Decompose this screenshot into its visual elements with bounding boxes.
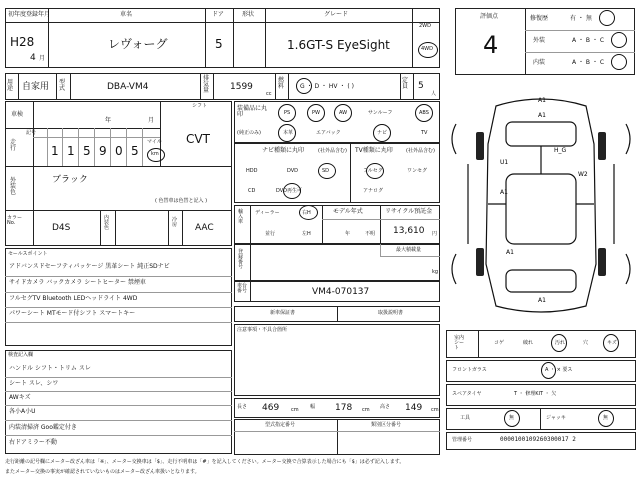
footer-line-1: 走行距離の記号欄にメーター改ざん車は「※」、メーター交換車は「$」、走行不明車は「#」を記入してください。メーター交換で合算表示した場合にも「$」は必ず記入します。 <box>5 459 405 465</box>
exterior-options: A ・ B ・ C <box>572 37 605 44</box>
inspector-line-2: シート スレ、シワ <box>9 380 59 387</box>
equip-pw-circle <box>307 104 325 122</box>
inspection-month-unit: 月 <box>148 117 155 124</box>
equip-navi: ナビ <box>377 130 388 136</box>
length-unit: cm <box>291 407 299 413</box>
cool-label: 冷房 <box>172 217 178 228</box>
max-load-label: 最大積載量 <box>396 247 422 253</box>
sales-line-1: アドバンスドセーフティパッケージ 黒革シート 純正SDナビ <box>9 263 170 270</box>
aircon-value: AAC <box>195 223 214 233</box>
color-no-label: カラーNo. <box>7 215 23 226</box>
sheet-scratch: キズ <box>607 340 617 346</box>
mileage-unit-mile: マイル <box>147 139 162 145</box>
tv-fullseg: フルセグ <box>363 168 383 174</box>
exterior-color-label: 外装色 <box>10 177 17 196</box>
interior-options: A ・ B ・ C <box>572 59 605 66</box>
repair-options: 有 ・ 無 <box>570 15 592 22</box>
usage-value: 自家用 <box>22 82 50 92</box>
model-name-label: 車名 <box>120 11 133 18</box>
navi-dvd-play: DVD再生可 <box>276 188 303 194</box>
sheet-tear: 破れ <box>523 340 534 346</box>
navi-dvd-play-circle <box>283 183 301 199</box>
sales-line-4: パワーシート MTモード付シフト スマートキー <box>9 310 136 317</box>
mgmt-label: 管理番号 <box>452 437 473 443</box>
mileage-sub-label: 記号 <box>26 130 37 136</box>
recycle-yen: 円 <box>432 231 438 237</box>
displacement-value: 1599 <box>230 82 253 92</box>
repair-label: 修復歴 <box>530 15 549 22</box>
interior-label: 内装 <box>533 59 546 66</box>
equip-ps: PS <box>284 110 291 116</box>
model-year-label: モデル年式 <box>333 208 363 215</box>
interior-c-circle <box>611 54 627 70</box>
navi-dvd: DVD <box>287 168 299 174</box>
body-label: 形状 <box>242 11 255 18</box>
length-label: 長さ <box>237 404 248 410</box>
inspector-line-6: 右ドアミラー不動 <box>9 439 57 446</box>
fuel-label: 燃料 <box>278 77 285 90</box>
shift-label: シフト <box>192 103 208 109</box>
capacity-value: 5 <box>418 81 424 91</box>
first-reg-month: 4 <box>30 53 36 63</box>
tools-label: 工具 <box>460 415 471 421</box>
jack-label: ジャッキ <box>546 415 566 421</box>
repair-none-circle <box>599 10 615 26</box>
inspection-label: 車検 <box>11 111 24 118</box>
height-unit: cm <box>431 407 439 413</box>
steer-left: 左H <box>302 231 311 237</box>
equip-airbag: エアバック <box>316 130 341 136</box>
inspection-year-unit: 年 <box>105 117 112 124</box>
capacity-unit: 人 <box>431 91 437 97</box>
sheet-stain-circle <box>551 334 567 352</box>
car-damage-diagram <box>446 84 636 324</box>
import-dealer: ディーラー <box>255 210 280 216</box>
equip-navi-circle <box>373 124 391 142</box>
equip-sunroof: サンルーフ <box>368 110 393 116</box>
jack-value: 無 <box>603 415 609 421</box>
jack-none-circle <box>598 410 614 427</box>
equip-ps-circle <box>278 104 296 122</box>
manual-label: 取扱説明書 <box>378 310 404 316</box>
sales-line-2: サイドカメラ バックカメラ シートヒーター 禁煙車 <box>9 279 146 286</box>
mgmt-no: 0000100109260300017 2 <box>500 436 576 443</box>
chassis-label: 車台番号 <box>237 283 248 294</box>
exterior-label: 外装 <box>533 37 546 44</box>
equip-pw: PW <box>312 110 320 116</box>
mileage-digit-1: 1 <box>51 144 59 158</box>
grade-value: 1.6GT-S EyeSight <box>287 38 390 52</box>
sheet-hole: 穴 <box>583 340 589 346</box>
sheet-scratch-circle <box>603 334 619 352</box>
type-value: DBA-VM4 <box>107 82 149 92</box>
color-no-value: D4S <box>52 223 71 233</box>
doors-value: 5 <box>215 37 223 51</box>
equip-leather-circle <box>278 124 296 142</box>
tv-analog: アナログ <box>363 188 384 194</box>
mileage-label: 走行 <box>10 139 17 152</box>
code-a1-rear: A1 <box>506 249 514 256</box>
navi-cd: CD <box>248 188 256 194</box>
import-label: 輸入車 <box>238 209 244 225</box>
model-name: レヴォーグ <box>108 37 168 51</box>
tv-sub: (社外品含む) <box>406 148 435 154</box>
equip-leather: 本革 <box>283 130 294 136</box>
cc-unit: cc <box>266 91 272 97</box>
code-hg: H_G <box>554 147 567 154</box>
front-glass-label: フロントガラス <box>452 367 487 373</box>
score-value: 4 <box>483 31 499 59</box>
spare-tire-label: スペアタイヤ <box>452 391 482 397</box>
steer-right: 右H <box>302 210 311 216</box>
shift-value: CVT <box>186 132 210 146</box>
inspector-title: 検査記入欄 <box>8 352 34 358</box>
category-label: 類別区分番号 <box>371 422 402 428</box>
model-year-unit: 年 <box>345 231 351 237</box>
chassis-no: VM4-070137 <box>312 287 370 297</box>
spare-tire-options: T ・ 修理KIT ・ 欠 <box>514 391 557 397</box>
height-label: 高さ <box>380 404 391 410</box>
tv-fullseg-circle <box>366 163 384 179</box>
navi-sd: SD <box>322 168 330 174</box>
equip-tv: TV <box>421 130 428 136</box>
inspector-line-3: AWキズ <box>9 394 31 401</box>
equip-abs: ABS <box>419 110 429 116</box>
interior-sheet-label: 室内シート <box>454 335 465 351</box>
inspector-line-5: 内装清掃済 Goo鑑定付き <box>9 424 77 431</box>
first-reg-month-unit: 月 <box>39 55 46 62</box>
type-label: 型式 <box>59 79 66 92</box>
code-u1: U1 <box>500 159 509 166</box>
mileage-digit-6: 5 <box>131 144 139 158</box>
max-load-unit: kg <box>432 269 439 275</box>
code-a1-hood: A1 <box>538 112 546 119</box>
mileage-digit-2: 1 <box>67 144 75 158</box>
code-a1-door: A1 <box>500 189 508 196</box>
usage-label: 用途 <box>7 79 14 92</box>
fuel-options: G ・ D ・ HV ・ ( ) <box>300 83 354 90</box>
header-divider <box>5 22 440 23</box>
drive-4wd: 4WD <box>421 46 433 52</box>
equipment-subtitle: (純正のみ) <box>237 130 261 136</box>
exterior-c-circle <box>611 32 627 48</box>
length-value: 469 <box>262 403 280 413</box>
front-glass-options: A ・ × 要ス <box>545 367 573 373</box>
capacity-label: 定員 <box>402 77 409 90</box>
sheet-stain: 汚れ <box>555 340 566 346</box>
front-glass-a-circle <box>541 362 556 379</box>
code-w2: W2 <box>578 171 588 178</box>
tools-none-circle <box>504 410 520 427</box>
first-reg-year: H28 <box>10 35 35 49</box>
footer-line-2: またメーター交換の事実が確認されていないものはメーター改ざん車扱いとなります。 <box>5 469 200 475</box>
sales-line-3: フルセグTV Bluetooth LEDヘッドライト 4WD <box>9 295 138 302</box>
mileage-unit-km: km <box>151 151 159 157</box>
inspector-line-4: 各小A小U <box>9 408 36 415</box>
inspector-line-1: ハンドル シフト・トリム スレ <box>9 365 91 372</box>
navi-title: ナビ種類に丸印 <box>262 147 305 154</box>
mileage-digit-3: 5 <box>83 144 91 158</box>
width-label: 幅 <box>310 404 316 410</box>
equip-aw-circle <box>334 104 352 122</box>
mileage-digit-4: 9 <box>99 144 107 158</box>
sales-points-title: セールスポイント <box>8 251 48 257</box>
import-parallel: 並行 <box>265 231 276 237</box>
navi-sub: (社外品含む) <box>318 148 347 154</box>
steer-right-circle <box>299 205 318 220</box>
code-a1-front: A1 <box>538 97 546 104</box>
doors-label: ドア <box>212 11 224 18</box>
score-label: 評価点 <box>480 13 499 20</box>
drive-2wd: 2WD <box>419 23 431 29</box>
caution-label: 注意事項・不具合箇所 <box>237 327 288 333</box>
tv-oneseg: ワンセグ <box>407 168 428 174</box>
mileage-digit-5: 0 <box>115 144 123 158</box>
tools-value: 無 <box>509 415 515 421</box>
recycle-amount: 13,610 <box>393 226 425 236</box>
width-unit: cm <box>362 407 370 413</box>
grade-label: グレード <box>324 11 349 18</box>
height-value: 149 <box>405 403 423 413</box>
exterior-color-value: ブラック <box>52 175 88 185</box>
caution-box <box>234 324 440 396</box>
equip-abs-circle <box>415 104 433 122</box>
navi-hdd: HDD <box>246 168 258 174</box>
interior-color-label: 内装色 <box>104 215 110 231</box>
code-a1-trunk: A1 <box>538 297 546 304</box>
type-cert-label: 型式指定番号 <box>265 422 296 428</box>
navi-sd-circle <box>318 163 336 179</box>
width-value: 178 <box>335 403 353 413</box>
sheet-burn: コゲ <box>494 340 505 346</box>
equipment-title: 装備品に丸印 <box>237 105 268 118</box>
equip-aw: AW <box>339 110 348 116</box>
registration-label: 登録番号 <box>238 249 244 270</box>
recycle-label: リサイクル預託金 <box>385 208 433 215</box>
fuel-g-circle <box>296 78 312 94</box>
tv-title: TV種類に丸印 <box>355 147 393 154</box>
color-note: ( 色替車は色替と記入 ) <box>155 198 208 204</box>
new-cert-label: 新車保証書 <box>270 310 296 316</box>
first-reg-label: 初年度登録年月 <box>8 11 51 18</box>
model-year-unknown: 不明 <box>365 231 376 237</box>
displacement-label: 排気量 <box>203 75 210 94</box>
